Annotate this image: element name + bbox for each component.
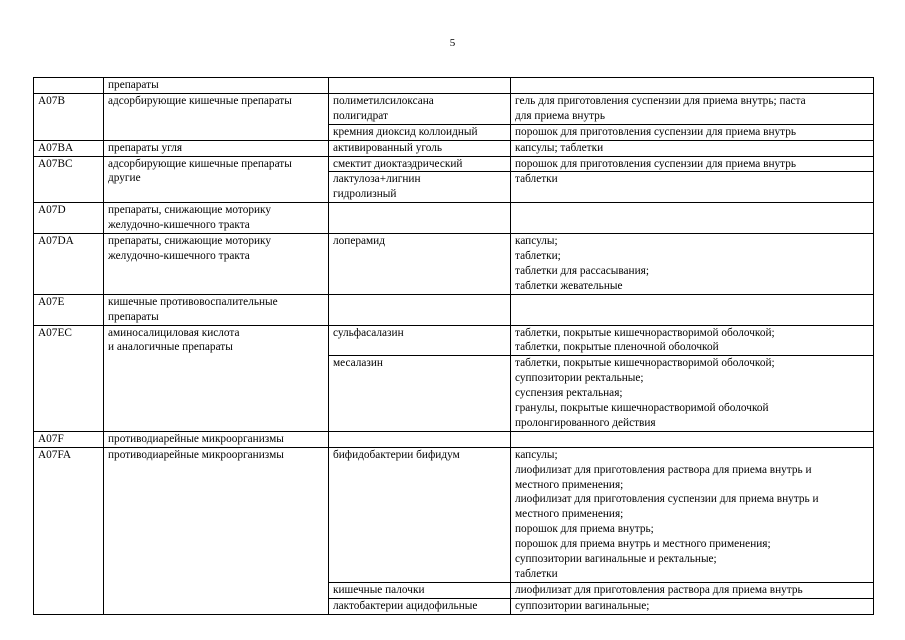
group-name-cell: адсорбирующие кишечные препараты другие [104,156,329,203]
group-name-cell: препараты [104,78,329,94]
dosage-form-cell [511,78,874,94]
page-number: 5 [449,37,456,49]
drug-name-cell: бифидобактерии бифидум [329,447,511,582]
table-row [34,294,874,325]
dosage-form-cell: порошок для приготовления суспензии для приема внутрь [511,124,874,140]
table-row [34,447,874,582]
dosage-form-cell: капсулы; лиофилизат для приготовления раствора для приема внутрь и местного применения; лиофилизат для приготовления суспензии для приема внутрь и местного применения; порошок для приема внутрь; порошок для приема внутрь и местного применения; суппозитории вагинальные и ректальные; таблетки [511,447,874,582]
drug-classification-table [33,77,874,615]
dosage-form-cell: капсулы; таблетки [511,140,874,156]
group-name-cell: кишечные противовоспалительные препараты [104,294,329,325]
drug-name-cell: лоперамид [329,234,511,295]
atc-code-cell: A07B [34,93,104,140]
drug-name-cell: лактобактерии ацидофильные [329,598,511,614]
atc-code-cell: A07BA [34,140,104,156]
dosage-form-cell: капсулы; таблетки; таблетки для рассасывания; таблетки жевательные [511,234,874,295]
drug-name-cell: активированный уголь [329,140,511,156]
atc-code-cell: A07D [34,203,104,234]
atc-code-cell: A07FA [34,447,104,614]
atc-code-cell: A07E [34,294,104,325]
table-row [34,234,874,295]
table-row [34,78,874,94]
group-name-cell: противодиарейные микроорганизмы [104,447,329,614]
group-name-cell: препараты, снижающие моторику желудочно-кишечного тракта [104,203,329,234]
drug-name-cell: кремния диоксид коллоидный [329,124,511,140]
drug-name-cell [329,203,511,234]
atc-code-cell [34,78,104,94]
drug-name-cell [329,78,511,94]
atc-code-cell: A07DA [34,234,104,295]
group-name-cell: адсорбирующие кишечные препараты [104,93,329,140]
dosage-form-cell: таблетки [511,172,874,203]
table-row [34,431,874,447]
drug-name-cell: сульфасалазин [329,325,511,356]
dosage-form-cell [511,431,874,447]
drug-name-cell [329,431,511,447]
drug-name-cell [329,294,511,325]
group-name-cell: препараты, снижающие моторику желудочно-кишечного тракта [104,234,329,295]
group-name-cell: препараты угля [104,140,329,156]
atc-code-cell: A07BC [34,156,104,203]
table-row [34,203,874,234]
drug-name-cell: кишечные палочки [329,582,511,598]
dosage-form-cell: гель для приготовления суспензии для приема внутрь; паста для приема внутрь [511,93,874,124]
dosage-form-cell: таблетки, покрытые кишечнорастворимой оболочкой; таблетки, покрытые пленочной оболочкой [511,325,874,356]
table-row [34,93,874,124]
dosage-form-cell: таблетки, покрытые кишечнорастворимой оболочкой; суппозитории ректальные; суспензия ректальная; гранулы, покрытые кишечнорастворимой оболочкой пролонгированного действия [511,356,874,432]
dosage-form-cell: суппозитории вагинальные; [511,598,874,614]
table-row [34,325,874,356]
dosage-form-cell [511,203,874,234]
dosage-form-cell [511,294,874,325]
group-name-cell: аминосалициловая кислота и аналогичные препараты [104,325,329,431]
drug-name-cell: лактулоза+лигнин гидролизный [329,172,511,203]
table-row [34,140,874,156]
atc-code-cell: A07F [34,431,104,447]
atc-code-cell: A07EC [34,325,104,431]
group-name-cell: противодиарейные микроорганизмы [104,431,329,447]
drug-name-cell: смектит диоктаэдрический [329,156,511,172]
table-row [34,156,874,172]
drug-name-cell: полиметилсилоксана полигидрат [329,93,511,124]
drug-name-cell: месалазин [329,356,511,432]
dosage-form-cell: лиофилизат для приготовления раствора для приема внутрь [511,582,874,598]
dosage-form-cell: порошок для приготовления суспензии для приема внутрь [511,156,874,172]
